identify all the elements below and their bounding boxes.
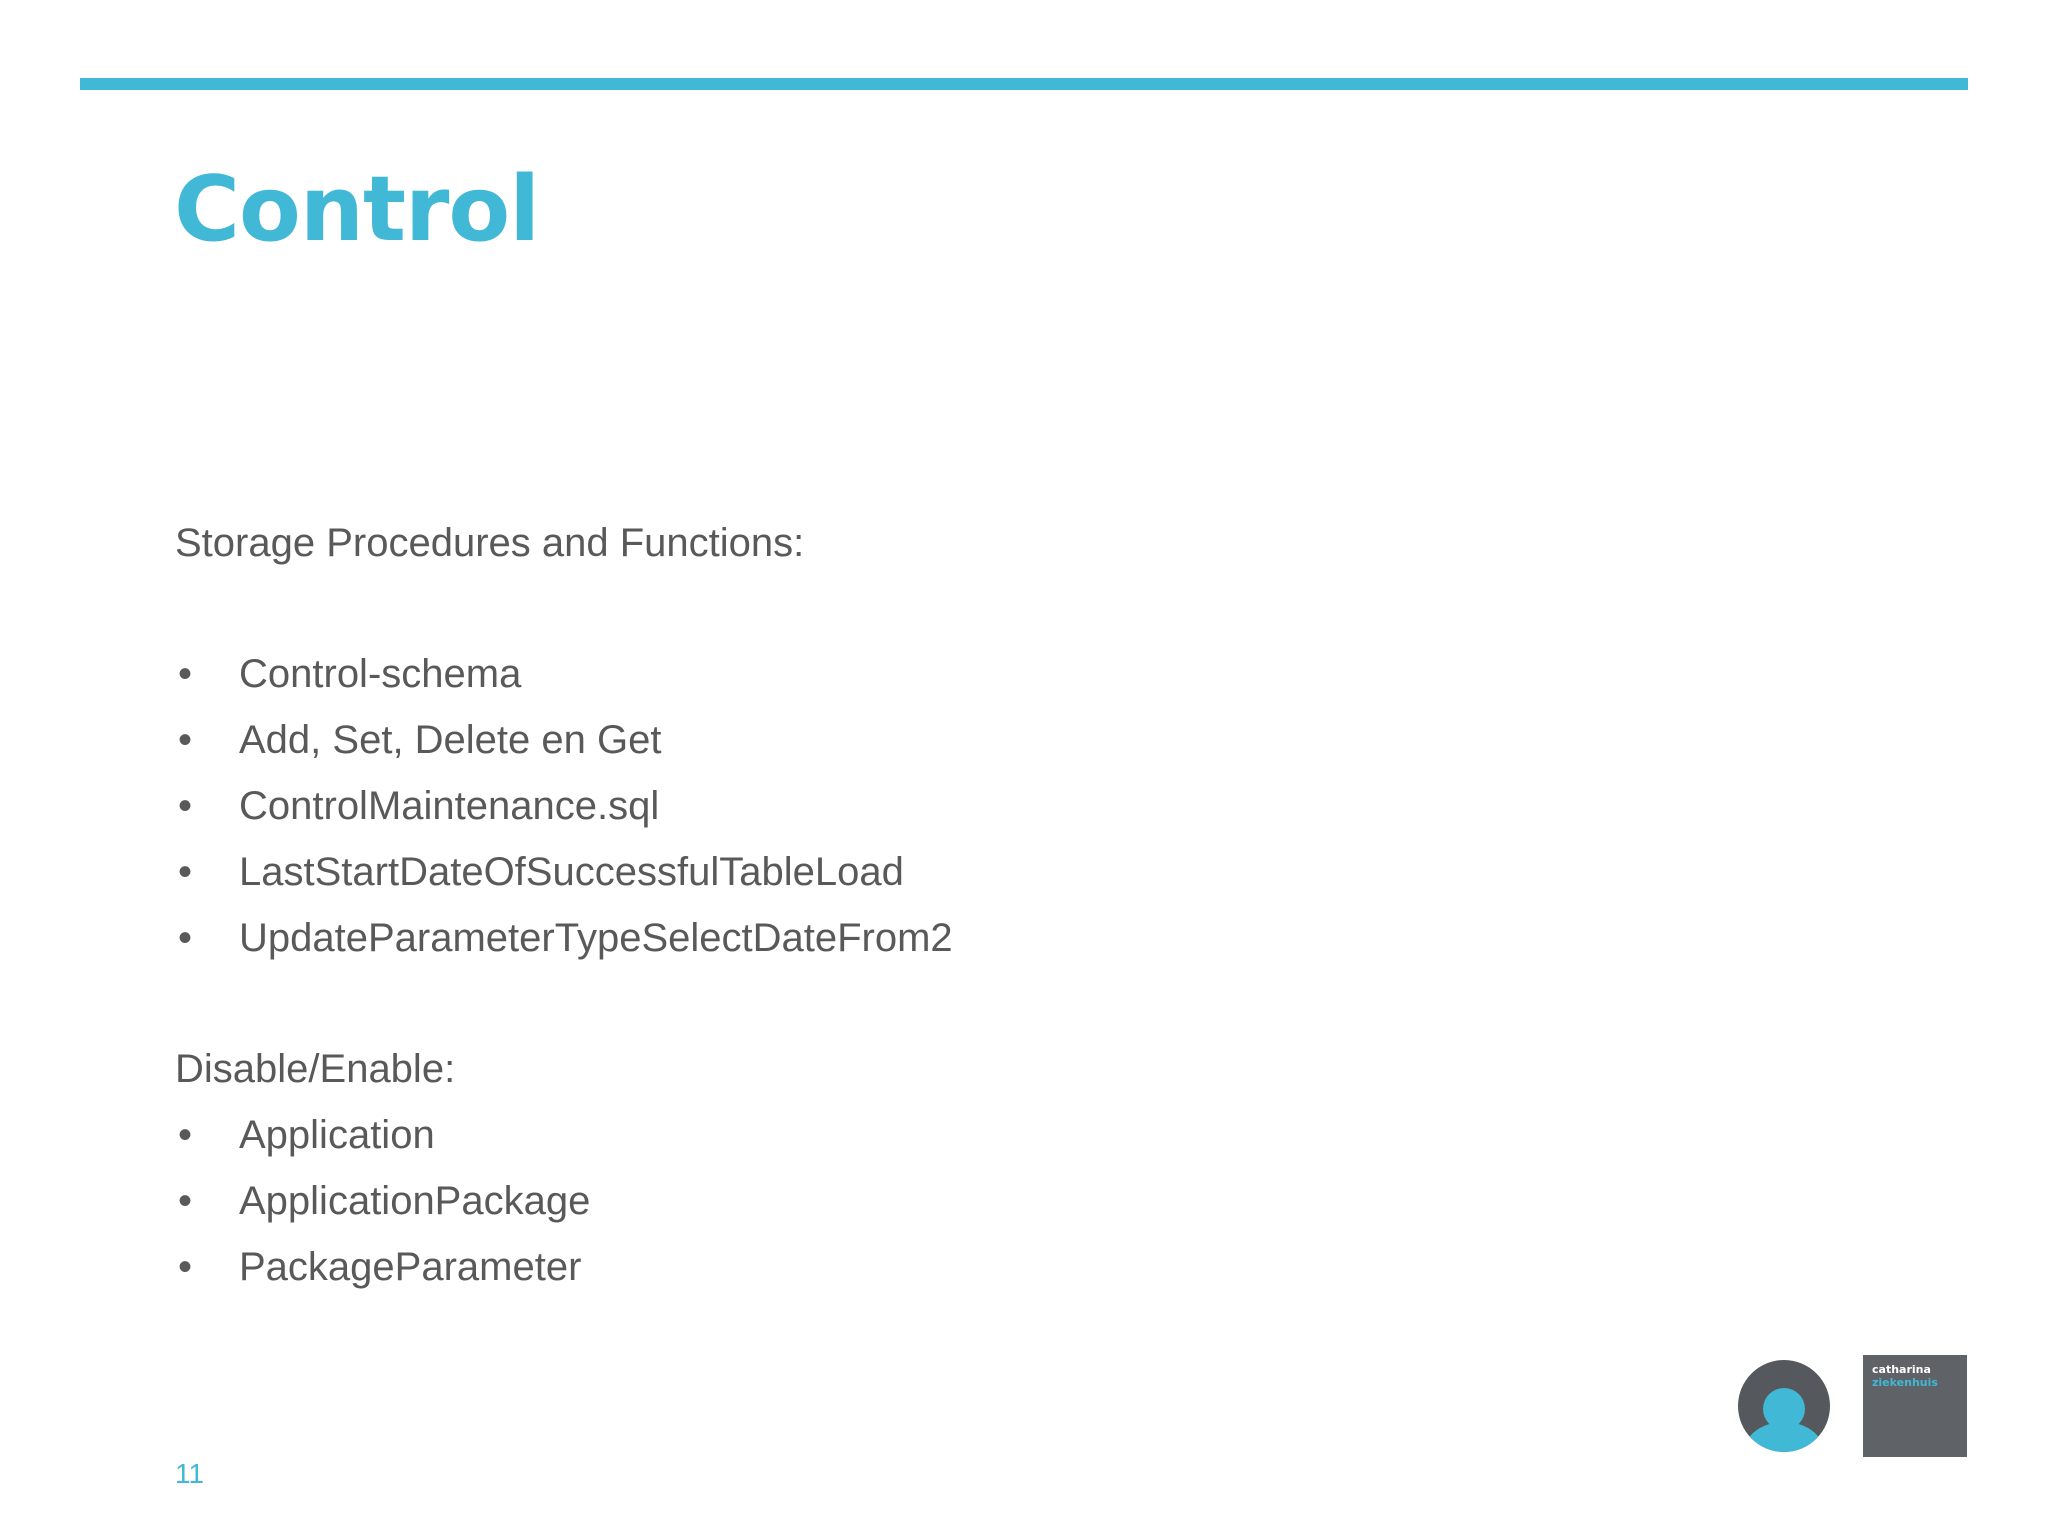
logo-text-line1: catharina	[1872, 1363, 1931, 1376]
list-item-text: LastStartDateOfSuccessfulTableLoad	[239, 850, 904, 894]
bullet-icon: •	[177, 1179, 192, 1223]
bullet-icon: •	[177, 718, 192, 762]
list-item-text: Add, Set, Delete en Get	[239, 718, 662, 762]
bullet-icon: •	[177, 916, 192, 960]
list-item	[175, 1168, 1575, 1234]
catharina-ziekenhuis-logo	[1863, 1355, 1967, 1457]
list-item-text: Application	[239, 1113, 435, 1157]
bullet-icon: •	[177, 1113, 192, 1157]
list-item	[175, 905, 1575, 971]
list-item-text: Control-schema	[239, 652, 522, 696]
list-item	[175, 1234, 1575, 1300]
section-heading-disable-enable: Disable/Enable:	[175, 1047, 456, 1091]
bullet-icon: •	[177, 784, 192, 828]
slide-body	[175, 510, 1575, 1300]
slide-title: Control	[174, 157, 540, 262]
disable-enable-list	[175, 1102, 1575, 1300]
bullet-icon: •	[177, 652, 192, 696]
page-number: 11	[175, 1458, 205, 1489]
list-item-text: ApplicationPackage	[239, 1179, 591, 1223]
list-item-text: UpdateParameterTypeSelectDateFrom2	[239, 916, 953, 960]
person-logo-icon	[1738, 1360, 1830, 1452]
top-accent-rule	[80, 78, 1968, 90]
list-item	[175, 839, 1575, 905]
logo-head	[1763, 1388, 1805, 1430]
list-item	[175, 773, 1575, 839]
list-item	[175, 641, 1575, 707]
spacer	[175, 576, 1575, 641]
list-item	[175, 707, 1575, 773]
storage-list	[175, 641, 1575, 971]
bullet-icon: •	[177, 850, 192, 894]
list-item-text: PackageParameter	[239, 1245, 582, 1289]
list-item-text: ControlMaintenance.sql	[239, 784, 660, 828]
logo-text-line2: ziekenhuis	[1872, 1376, 1938, 1389]
section-heading-storage: Storage Procedures and Functions:	[175, 521, 805, 565]
bullet-icon: •	[177, 1245, 192, 1289]
spacer	[175, 971, 1575, 1036]
list-item	[175, 1102, 1575, 1168]
